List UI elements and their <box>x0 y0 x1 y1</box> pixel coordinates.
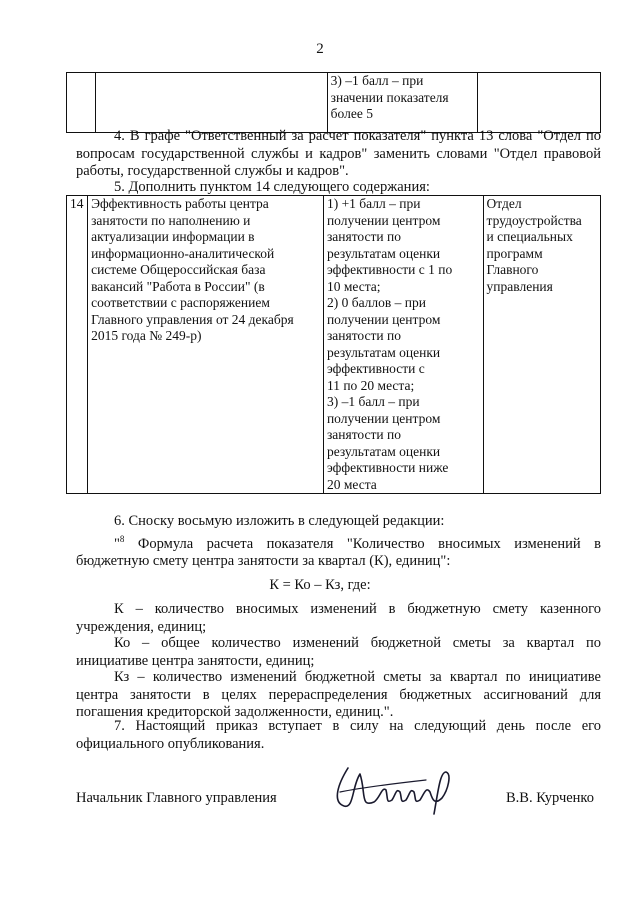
paragraph-5: 5. Дополнить пунктом 14 следующего содержания: <box>114 179 430 195</box>
table-cell-responsible: Отдел трудоустройства и специальных программ Главного управления <box>483 196 600 494</box>
definition-kz: Кз – количество изменений бюджетной сметы за квартал по инициативе центра занятости в целях перераспределения бюджетных ассигнований для погашения кредиторской задолженности, единиц.". <box>76 669 601 720</box>
table-cell-score: 1) +1 балл – при получении центром занятости по результатам оценки эффективности с 1 по 10 места; 2) 0 баллов – при получении центром занятости по результатам оценки эффективности с 11 по 20 места; 3) –1 балл – при получении центром занятости по результатам оценки эффективности ниже 20 места <box>323 196 483 494</box>
formula: К = Ко – Кз, где: <box>269 577 371 593</box>
definition-ko: Ко – общее количество изменений бюджетной сметы за квартал по инициативе центра занятости, единиц; <box>76 635 601 669</box>
table-cell-indicator: Эффективность работы центра занятости по наполнению и актуализации информации в информационно-аналитической системе Общероссийская база вакансий "Работа в России" (в соответствии с распоряжением Главного управления от 24 декабря 2015 года № 249-р) <box>88 196 324 494</box>
definition-k: К – количество вносимых изменений в бюджетную смету казенного учреждения, единиц; <box>76 601 601 635</box>
signatory-name: В.В. Курченко <box>506 790 594 806</box>
footnote-paragraph <box>76 531 601 571</box>
signatory-title: Начальник Главного управления <box>76 790 277 806</box>
table-row <box>67 196 601 494</box>
item-14-table <box>66 195 601 494</box>
table-cell-responsible <box>477 73 600 133</box>
paragraph-6: 6. Сноску восьмую изложить в следующей редакции: <box>114 513 445 529</box>
table-cell-indicator <box>95 73 327 133</box>
table-row <box>67 73 601 133</box>
paragraph-4: 4. В графе "Ответственный за расчет показателя" пункта 13 слова "Отдел по вопросам государственной службы и кадров" заменить словами "Отдел правовой работы, государственной службы и кадров". <box>76 128 601 179</box>
table-cell-num: 14 <box>67 196 88 494</box>
footnote-marker: 8 <box>119 534 125 544</box>
page-number: 2 <box>316 41 324 57</box>
footnote-open-quote: " <box>114 535 120 552</box>
table-cell-num <box>67 73 96 133</box>
table-cell-score: 3) –1 балл – при значении показателя более 5 <box>327 73 477 133</box>
continued-table <box>66 72 601 133</box>
paragraph-7: 7. Настоящий приказ вступает в силу на следующий день после его официального опубликования. <box>76 718 601 752</box>
footnote-text: Формула расчета показателя "Количество вносимых изменений в бюджетную смету центра занятости за квартал (К), единиц": <box>76 535 601 570</box>
handwritten-signature <box>330 762 465 820</box>
